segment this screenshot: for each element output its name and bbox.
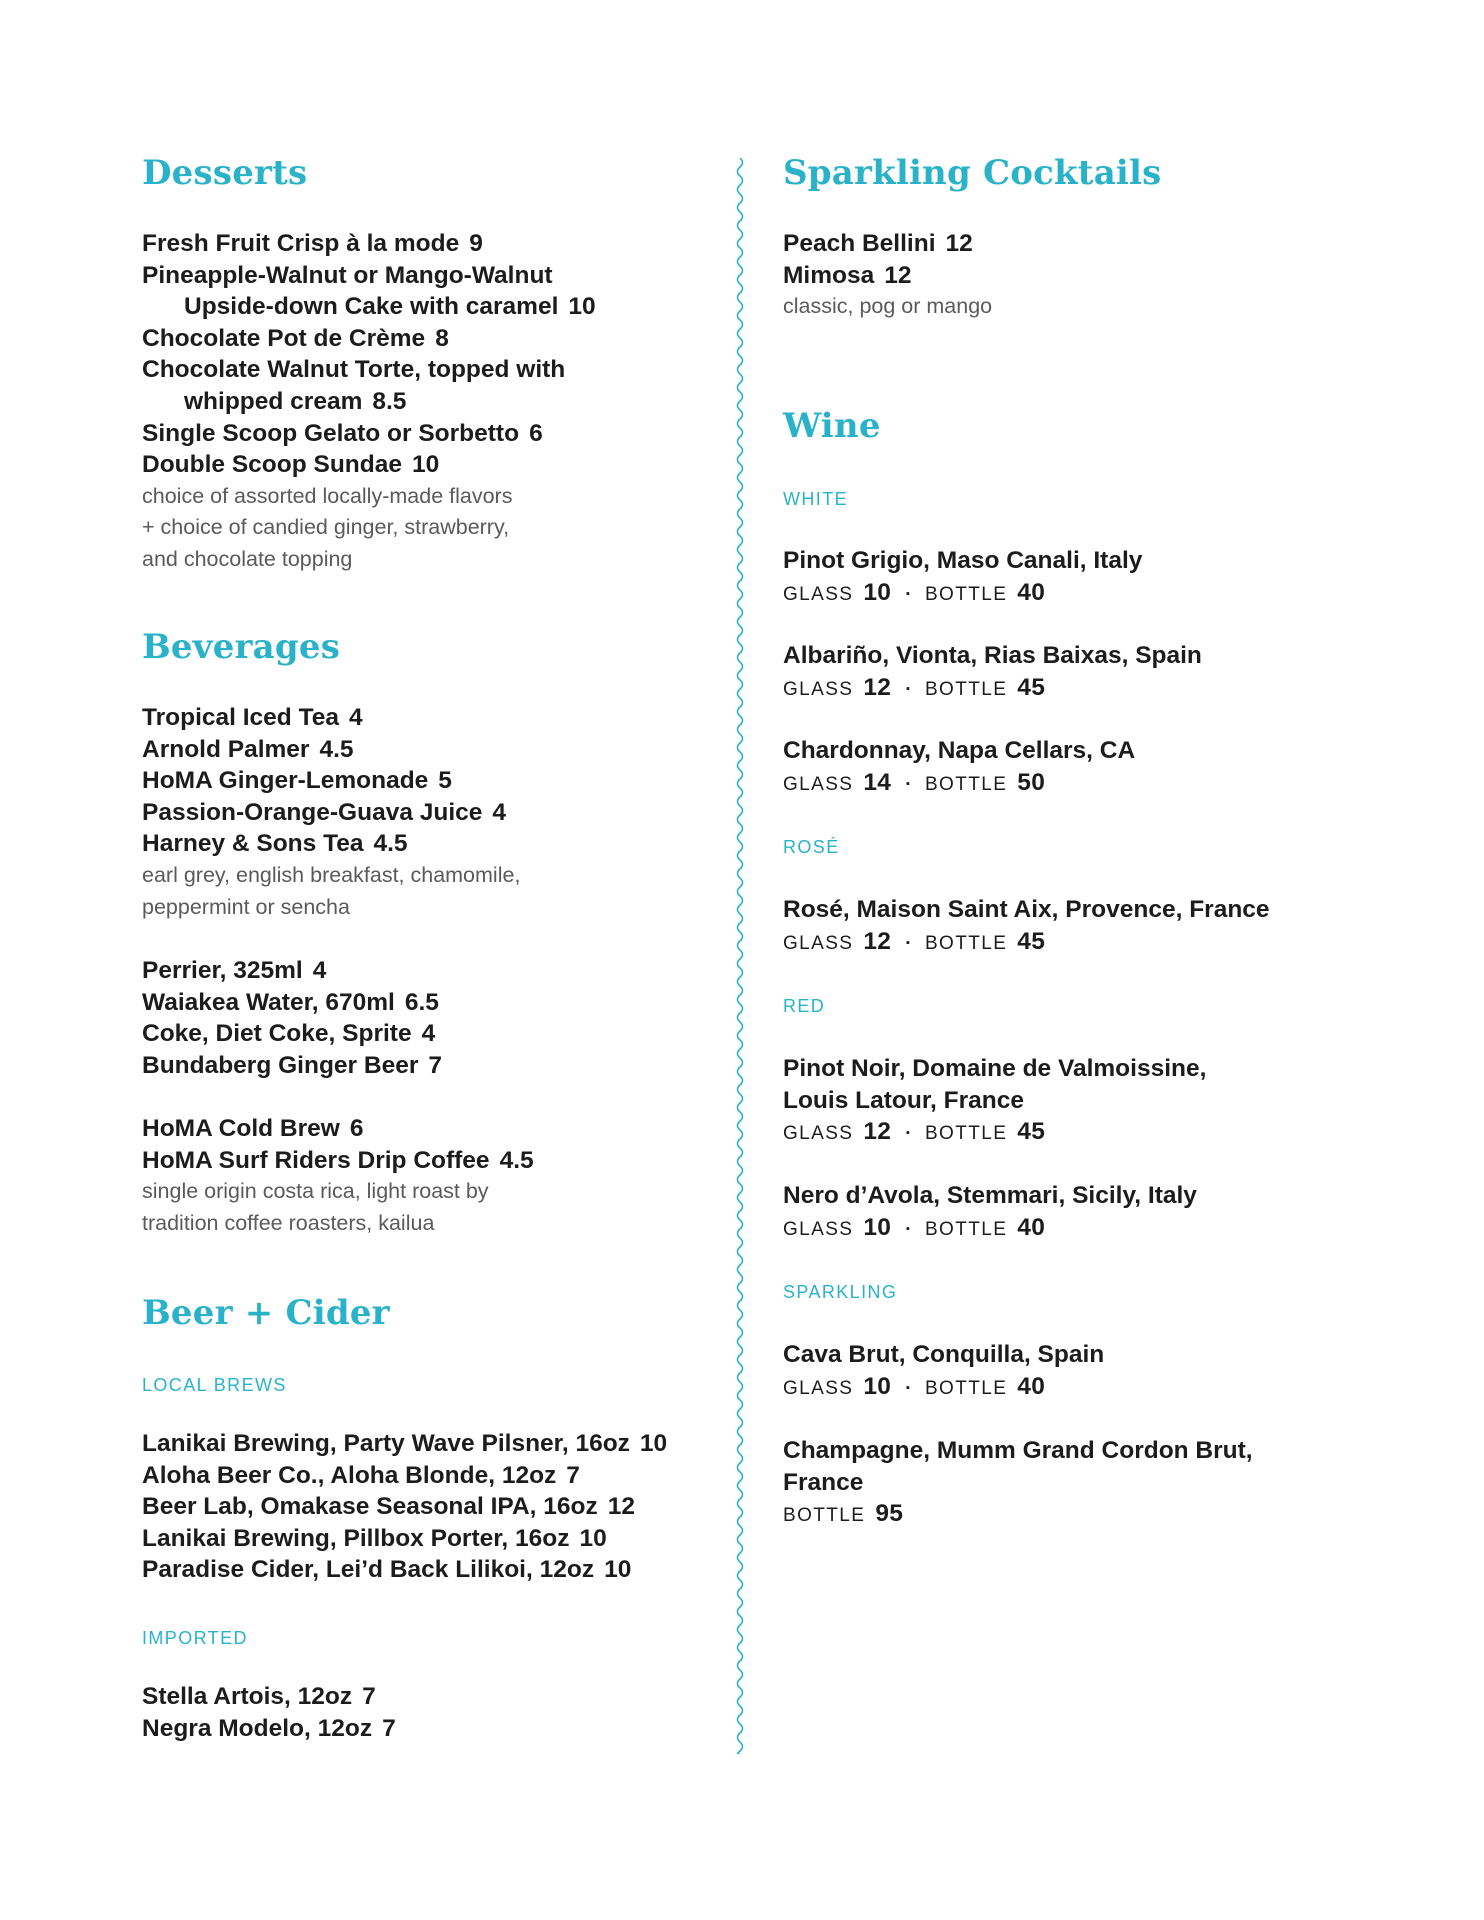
bottle-price: 40	[1017, 1372, 1046, 1400]
separator-dot: ·	[905, 583, 913, 605]
bottle-label: BOTTLE	[924, 1377, 1008, 1399]
bottle-price: 45	[1017, 1118, 1046, 1146]
menu-item: Waiakea Water, 670ml 6.5	[142, 988, 439, 1016]
beverages-list-2	[142, 955, 442, 1081]
glass-price: 12	[863, 927, 892, 955]
imported-list	[142, 1681, 396, 1744]
menu-item: Beer Lab, Omakase Seasonal IPA, 16oz 12	[142, 1493, 635, 1521]
wine-name: Pinot Grigio, Maso Canali, Italy	[783, 547, 1143, 574]
bottle-price: 50	[1017, 768, 1046, 796]
menu-item: Fresh Fruit Crisp à la mode 9	[142, 230, 483, 257]
wine-prices	[783, 926, 1270, 960]
wine-name: Champagne, Mumm Grand Cordon Brut,	[783, 1437, 1253, 1464]
glass-label: GLASS	[783, 932, 854, 954]
wine-entry	[783, 1435, 1253, 1532]
menu-item: Single Scoop Gelato or Sorbetto 6	[142, 419, 543, 447]
wine-prices	[783, 1116, 1206, 1150]
wine-name: Albariño, Vionta, Rias Baixas, Spain	[783, 642, 1202, 669]
menu-item: Arnold Palmer 4.5	[142, 735, 354, 763]
menu-item: Coke, Diet Coke, Sprite 4	[142, 1020, 436, 1048]
sparkling-cocktails-heading: Sparkling Cocktails	[783, 153, 1162, 193]
bottle-price: 95	[875, 1500, 904, 1528]
bottle-label: BOTTLE	[924, 1123, 1008, 1145]
wine-entry	[783, 545, 1142, 611]
wine-entry	[783, 894, 1270, 960]
wine-entry	[783, 1053, 1206, 1150]
separator-dot: ·	[905, 678, 913, 700]
glass-price: 10	[863, 578, 892, 606]
menu-item: Upside-down Cake with caramel 10	[184, 293, 596, 321]
wine-entry	[783, 1339, 1104, 1405]
glass-label: GLASS	[783, 1218, 854, 1240]
beverages-list-3	[142, 1113, 534, 1239]
bottle-price: 45	[1017, 927, 1046, 955]
wavy-divider	[733, 158, 747, 1754]
glass-price: 14	[863, 768, 892, 796]
wine-name: Pinot Noir, Domaine de Valmoissine,	[783, 1055, 1207, 1082]
menu-item: Lanikai Brewing, Party Wave Pilsner, 16oz 10	[142, 1430, 668, 1457]
item-description: classic, pog or mango	[783, 294, 993, 319]
glass-price: 12	[863, 673, 892, 701]
menu-item: Bundaberg Ginger Beer 7	[142, 1051, 442, 1079]
item-description: choice of assorted locally-made flavors	[142, 483, 513, 508]
item-description: earl grey, english breakfast, chamomile,	[142, 862, 521, 887]
wine-prices	[783, 577, 1142, 611]
desserts-list	[142, 228, 596, 576]
bottle-label: BOTTLE	[924, 773, 1008, 795]
wine-prices	[783, 767, 1135, 801]
menu-item: Negra Modelo, 12oz 7	[142, 1714, 396, 1742]
glass-label: GLASS	[783, 678, 854, 700]
item-description: and chocolate topping	[142, 546, 353, 571]
separator-dot: ·	[905, 1123, 913, 1145]
local-brews-label: LOCAL BREWS	[142, 1375, 287, 1395]
glass-label: GLASS	[783, 773, 854, 795]
red-label: RED	[783, 996, 826, 1016]
menu-item: Pineapple-Walnut or Mango-Walnut	[142, 261, 553, 289]
separator-dot: ·	[905, 773, 913, 795]
wine-name: Chardonnay, Napa Cellars, CA	[783, 737, 1136, 764]
sparkling-cocktails-list	[783, 228, 992, 323]
wine-prices	[783, 672, 1202, 706]
item-description: + choice of candied ginger, strawberry,	[142, 515, 510, 540]
bottle-label: BOTTLE	[924, 1218, 1008, 1240]
wine-name: Nero d’Avola, Stemmari, Sicily, Italy	[783, 1182, 1197, 1209]
bottle-label: BOTTLE	[924, 583, 1008, 605]
menu-item: HoMA Surf Riders Drip Coffee 4.5	[142, 1146, 534, 1174]
rose-label: ROSÉ	[783, 837, 840, 857]
glass-label: GLASS	[783, 1377, 854, 1399]
local-brews-list	[142, 1428, 667, 1586]
menu-item: Passion-Orange-Guava Juice 4	[142, 798, 507, 826]
menu-item: Peach Bellini 12	[783, 230, 973, 257]
wine-name: Cava Brut, Conquilla, Spain	[783, 1341, 1105, 1368]
wine-prices	[783, 1371, 1104, 1405]
beverages-list-1	[142, 702, 520, 923]
white-label: WHITE	[783, 489, 848, 509]
sparkling-label: SPARKLING	[783, 1282, 898, 1302]
wine-prices	[783, 1498, 1253, 1532]
separator-dot: ·	[905, 932, 913, 954]
item-description: peppermint or sencha	[142, 894, 350, 919]
bottle-label: BOTTLE	[783, 1505, 866, 1527]
bottle-price: 40	[1017, 1213, 1046, 1241]
menu-item: Paradise Cider, Lei’d Back Lilikoi, 12oz 10	[142, 1556, 632, 1584]
wine-name: Rosé, Maison Saint Aix, Provence, France	[783, 896, 1270, 923]
menu-item: HoMA Ginger-Lemonade 5	[142, 767, 452, 795]
item-description: single origin costa rica, light roast by	[142, 1179, 489, 1204]
imported-label: IMPORTED	[142, 1628, 248, 1648]
menu-item: Tropical Iced Tea 4	[142, 704, 363, 731]
menu-item: Double Scoop Sundae 10	[142, 451, 440, 479]
wine-heading: Wine	[783, 406, 881, 446]
menu-item: whipped cream 8.5	[184, 387, 407, 415]
wine-entry	[783, 640, 1202, 706]
desserts-heading: Desserts	[142, 153, 308, 193]
bottle-price: 40	[1017, 578, 1046, 606]
beverages-heading: Beverages	[142, 627, 341, 667]
separator-dot: ·	[905, 1218, 913, 1240]
menu-item: Chocolate Pot de Crème 8	[142, 324, 449, 352]
item-description: tradition coffee roasters, kailua	[142, 1210, 435, 1235]
wine-name: Louis Latour, France	[783, 1086, 1024, 1114]
glass-price: 12	[863, 1118, 892, 1146]
menu-item: Stella Artois, 12oz 7	[142, 1683, 376, 1710]
separator-dot: ·	[905, 1377, 913, 1399]
menu-item: Aloha Beer Co., Aloha Blonde, 12oz 7	[142, 1461, 580, 1489]
menu-item: Perrier, 325ml 4	[142, 957, 327, 984]
glass-label: GLASS	[783, 1123, 854, 1145]
wine-entry	[783, 735, 1135, 801]
wine-name: France	[783, 1468, 864, 1496]
bottle-label: BOTTLE	[924, 932, 1008, 954]
beer-cider-heading: Beer + Cider	[142, 1293, 390, 1333]
menu-item: Lanikai Brewing, Pillbox Porter, 16oz 10	[142, 1524, 607, 1552]
menu-item: Chocolate Walnut Torte, topped with	[142, 356, 566, 384]
bottle-price: 45	[1017, 673, 1046, 701]
glass-price: 10	[863, 1372, 892, 1400]
menu-item: HoMA Cold Brew 6	[142, 1115, 364, 1142]
menu-item: Mimosa 12	[783, 261, 912, 289]
menu-item: Harney & Sons Tea 4.5	[142, 830, 408, 858]
glass-label: GLASS	[783, 583, 854, 605]
glass-price: 10	[863, 1213, 892, 1241]
wine-entry	[783, 1180, 1197, 1246]
bottle-label: BOTTLE	[924, 678, 1008, 700]
wine-prices	[783, 1212, 1197, 1246]
